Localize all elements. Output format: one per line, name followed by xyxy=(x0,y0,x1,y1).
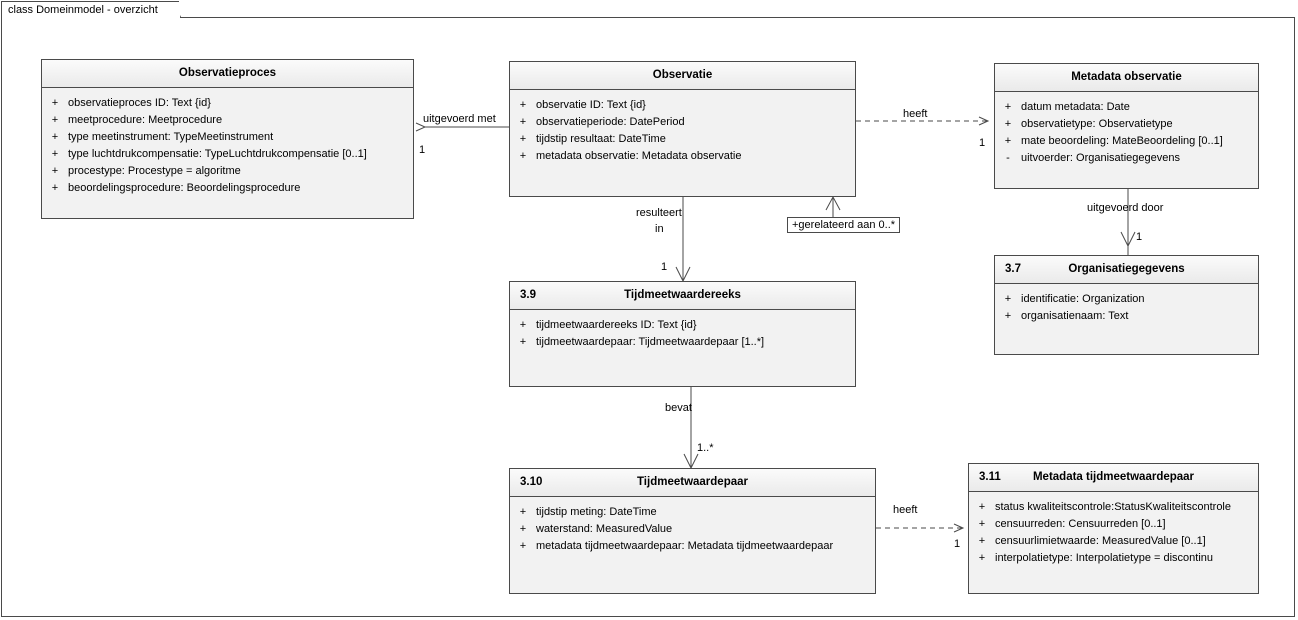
class-observatieproces[interactable] xyxy=(41,59,414,219)
class-observatie-attributes xyxy=(510,90,855,172)
attribute-text: tijdmeetwaardepaar: Tijdmeetwaardepaar [1..*] xyxy=(536,336,765,348)
class-metadata-tijdmeetwaardepaar-header xyxy=(969,464,1258,492)
attribute-visibility: + xyxy=(519,116,527,128)
attribute-row xyxy=(510,131,855,148)
attribute-row xyxy=(995,150,1258,167)
attribute-visibility: + xyxy=(1004,293,1012,305)
edge-label-in: in xyxy=(655,223,664,235)
attribute-row xyxy=(42,180,413,197)
attribute-text: metadata observatie: Metadata observatie xyxy=(536,150,742,162)
edge-label-resulteert: resulteert xyxy=(636,207,682,219)
attribute-text: censuurlimietwaarde: MeasuredValue [0..1] xyxy=(995,535,1206,547)
attribute-text: datum metadata: Date xyxy=(1021,101,1130,113)
attribute-text: uitvoerder: Organisatiegegevens xyxy=(1021,152,1180,164)
attribute-visibility: + xyxy=(978,518,986,530)
class-observatieproces-header xyxy=(42,60,413,88)
attribute-row xyxy=(42,163,413,180)
edge-label-uitgevoerd-met: uitgevoerd met xyxy=(423,113,496,125)
attribute-visibility: + xyxy=(51,114,59,126)
class-tijdmeetwaardepaar-attributes xyxy=(510,497,875,562)
attribute-visibility: + xyxy=(1004,101,1012,113)
class-metadata-tijdmeetwaardepaar[interactable] xyxy=(968,463,1259,594)
attribute-text: beoordelingsprocedure: Beoordelingsprocedure xyxy=(68,182,301,194)
attribute-visibility: + xyxy=(1004,310,1012,322)
attribute-text: identificatie: Organization xyxy=(1021,293,1145,305)
attribute-text: observatietype: Observatietype xyxy=(1021,118,1173,130)
attribute-row xyxy=(969,499,1258,516)
attribute-row xyxy=(510,504,875,521)
attribute-visibility: + xyxy=(978,552,986,564)
class-metadata-tijdmeetwaardepaar-attributes xyxy=(969,492,1258,574)
class-metadata-observatie-attributes xyxy=(995,92,1258,174)
attribute-visibility: + xyxy=(51,182,59,194)
class-organisatiegegevens-header xyxy=(995,256,1258,284)
attribute-text: tijdmeetwaardereeks ID: Text {id} xyxy=(536,319,697,331)
attribute-visibility: + xyxy=(519,150,527,162)
attribute-text: observatieproces ID: Text {id} xyxy=(68,97,211,109)
attribute-text: metadata tijdmeetwaardepaar: Metadata tijdmeetwaardepaar xyxy=(536,540,834,552)
edge-label-uitgevoerd-door: uitgevoerd door xyxy=(1087,202,1164,214)
attribute-visibility: + xyxy=(519,540,527,552)
attribute-visibility: + xyxy=(519,523,527,535)
attribute-visibility: - xyxy=(1006,152,1010,164)
edge-mult-heeft-metadata-tmwp: 1 xyxy=(954,538,961,550)
attribute-text: meetprocedure: Meetprocedure xyxy=(68,114,223,126)
attribute-row xyxy=(995,133,1258,150)
attribute-visibility: + xyxy=(978,535,986,547)
attribute-row xyxy=(510,334,855,351)
attribute-visibility: + xyxy=(51,131,59,143)
attribute-row xyxy=(42,95,413,112)
class-tijdmeetwaardereeks-num: 3.9 xyxy=(520,289,536,301)
class-tijdmeetwaardepaar[interactable] xyxy=(509,468,876,594)
attribute-row xyxy=(42,112,413,129)
edge-mult-heeft-metadata-observatie: 1 xyxy=(979,137,986,149)
attribute-row xyxy=(995,308,1258,325)
attribute-text: waterstand: MeasuredValue xyxy=(536,523,673,535)
attribute-visibility: + xyxy=(1004,135,1012,147)
attribute-visibility: + xyxy=(978,501,986,513)
class-tijdmeetwaardereeks-attributes xyxy=(510,310,855,358)
class-observatieproces-attributes xyxy=(42,88,413,204)
attribute-row xyxy=(995,99,1258,116)
class-tijdmeetwaardepaar-header xyxy=(510,469,875,497)
class-tijdmeetwaardereeks-header xyxy=(510,282,855,310)
attribute-visibility: + xyxy=(51,97,59,109)
edge-mult-uitgevoerd-met: 1 xyxy=(419,144,426,156)
attribute-text: type meetinstrument: TypeMeetinstrument xyxy=(68,131,274,143)
class-observatie-header xyxy=(510,62,855,90)
attribute-text: type luchtdrukcompensatie: TypeLuchtdrukcompensatie [0..1] xyxy=(68,148,367,160)
class-observatie[interactable] xyxy=(509,61,856,197)
attribute-row xyxy=(510,148,855,165)
attribute-text: observatieperiode: DatePeriod xyxy=(536,116,685,128)
class-metadata-observatie[interactable] xyxy=(994,63,1259,189)
attribute-row xyxy=(995,291,1258,308)
attribute-row xyxy=(995,116,1258,133)
class-tijdmeetwaardereeks-name: Tijdmeetwaardereeks xyxy=(624,289,741,301)
attribute-visibility: + xyxy=(51,148,59,160)
attribute-visibility: + xyxy=(519,336,527,348)
attribute-visibility: + xyxy=(519,99,527,111)
attribute-text: interpolatietype: Interpolatietype = discontinu xyxy=(995,552,1214,564)
attribute-text: censuurreden: Censuurreden [0..1] xyxy=(995,518,1166,530)
edge-mult-uitgevoerd-door: 1 xyxy=(1136,231,1143,243)
class-organisatiegegevens-name: Organisatiegegevens xyxy=(1068,263,1185,275)
class-tijdmeetwaardepaar-num: 3.10 xyxy=(520,476,543,488)
class-tijdmeetwaardepaar-name: Tijdmeetwaardepaar xyxy=(636,476,748,488)
edge-mult-resulteert-in: 1 xyxy=(661,261,668,273)
class-metadata-observatie-name: Metadata observatie xyxy=(1071,71,1182,83)
attribute-text: tijdstip meting: DateTime xyxy=(536,506,657,518)
attribute-text: mate beoordeling: MateBeoordeling [0..1] xyxy=(1021,135,1223,147)
attribute-row xyxy=(969,516,1258,533)
class-metadata-tijdmeetwaardepaar-name: Metadata tijdmeetwaardepaar xyxy=(1032,471,1195,483)
class-observatieproces-name: Observatieproces xyxy=(178,67,277,79)
attribute-text: procestype: Procestype = algoritme xyxy=(68,165,241,177)
attribute-row xyxy=(42,146,413,163)
attribute-row xyxy=(510,114,855,131)
attribute-text: organisatienaam: Text xyxy=(1021,310,1129,322)
attribute-text: status kwaliteitscontrole:StatusKwaliteitscontrole xyxy=(995,501,1231,513)
attribute-row xyxy=(969,533,1258,550)
attribute-text: observatie ID: Text {id} xyxy=(536,99,646,111)
attribute-visibility: + xyxy=(1004,118,1012,130)
edge-mult-bevat: 1..* xyxy=(697,442,714,454)
edge-label-heeft-metadata-observatie: heeft xyxy=(903,108,928,120)
class-observatie-name: Observatie xyxy=(652,69,713,81)
attribute-visibility: + xyxy=(519,506,527,518)
attribute-row xyxy=(510,317,855,334)
edge-label-bevat: bevat xyxy=(665,402,692,414)
attribute-visibility: + xyxy=(519,133,527,145)
attribute-row xyxy=(42,129,413,146)
class-organisatiegegevens-attributes xyxy=(995,284,1258,332)
attribute-row xyxy=(510,521,875,538)
diagram-frame-title: class Domeinmodel - overzicht xyxy=(1,1,181,18)
class-metadata-observatie-header xyxy=(995,64,1258,92)
attribute-row xyxy=(510,538,875,555)
attribute-visibility: + xyxy=(51,165,59,177)
edge-label-gerelateerd-aan: +gerelateerd aan 0..* xyxy=(787,217,900,233)
class-organisatiegegevens-num: 3.7 xyxy=(1005,263,1021,275)
class-tijdmeetwaardereeks[interactable] xyxy=(509,281,856,387)
attribute-visibility: + xyxy=(519,319,527,331)
attribute-row xyxy=(969,550,1258,567)
edge-label-heeft-metadata-tmwp: heeft xyxy=(893,504,918,516)
class-organisatiegegevens[interactable] xyxy=(994,255,1259,355)
attribute-row xyxy=(510,97,855,114)
attribute-text: tijdstip resultaat: DateTime xyxy=(536,133,666,145)
class-metadata-tijdmeetwaardepaar-num: 3.11 xyxy=(979,471,1001,483)
